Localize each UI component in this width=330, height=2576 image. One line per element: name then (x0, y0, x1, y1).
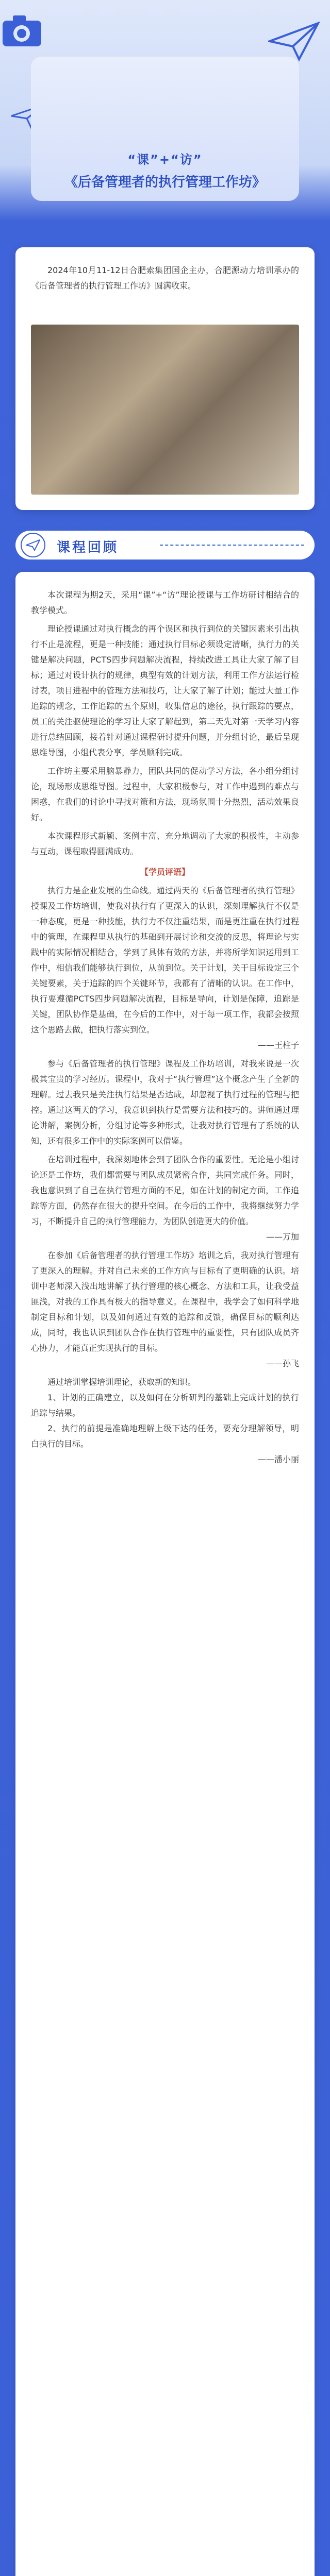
paper-plane-icon (21, 533, 45, 557)
review-paragraph: 本次课程为期2天，采用“课”+“访”理论授课与工作坊研讨相结合的教学模式。 (31, 590, 299, 615)
review-paragraph: 工作坊主要采用脑暴静力，团队共同的促动学习方法，各小组分组讨论，现场形成思维导图。过程中，大家积极参与，对工作中遇到的难点与困惑，在我们的讨论中寻找对策和方法，现场氛围十分热烈，活动效果良好。 (31, 766, 299, 822)
testimonial-subtitle: 【学员评语】 (140, 867, 190, 877)
testimonial-text: 在培训过程中，我深刻地体会到了团队合作的重要性。无论是小组讨论还是工作坊，我们都需要与团队成员紧密合作，共同完成任务。同时，我也意识到了自己在执行管理方面的不足，如在计划的制定方面，工作追踪等方面，仍然存在很大的提升空间。在今后的工作中，我将继续努力学习，不断提升自己的执行管理能力，为团队创造更大的价值。 (31, 1155, 299, 1226)
testimonial-text: 在参加《后备管理者的执行管理工作坊》培训之后，我对执行管理有了更深入的理解。并对自己未来的工作方向与目标有了更明确的认识。培训中老师深入浅出地讲解了执行管理的核心概念、方法和工具，让我受益匪浅，对我的工作具有极大的指导意义。在课程中，我学会了如何科学地制定目标和计划，以及如何通过有效的追踪和反馈，确保目标的顺利达成，同时，我也认识到团队合作在执行管理中的重要性，只有团队成员齐心协力，才能真正实现执行的目标。 (31, 1250, 299, 1353)
dashed-divider (160, 545, 304, 546)
testimonial-text: 参与《后备管理者的执行管理》课程及工作坊培训，对我来说是一次极其宝贵的学习经历。课程中，我对于“执行管理”这个概念产生了全新的理解。过去我只是关注执行结果是否达成，却忽视了执行过程的管理与把控。通过这两天的学习，我意识到执行是需要方法和技巧的。讲师通过理论讲解，案例分析，分组讨论等多种形式，让我对执行管理有了系统的认知，还有很多工作中的实际案例可以借鉴。 (31, 1059, 299, 1146)
testimonial-author: ——万加 (266, 1232, 299, 1242)
testimonial-author: ——孙飞 (266, 1359, 299, 1368)
testimonial-text: 2、执行的前提是准确地理解上级下达的任务，要充分理解领导，明白执行的目标。 (31, 1423, 299, 1449)
testimonial-text: 通过培训掌握培训理论，获取新的知识。 (47, 1377, 196, 1387)
camera-icon (0, 10, 46, 52)
review-paragraph: 理论授课通过对执行概念的再个误区和执行到位的关键因素来引出执行不止是流程，更是一种技能；通过执行目标必须设定清晰，执行力的关键是解决问题，PCTS四步问题解决流程，持续改进工具让大家了解了目标；通过对设计执行的规律，典型有效的计划方法，利用工作方法运行检讨表，项目进程中的管理方法和技巧，让大家了解了计划；能过大量工作追踪的规念，工作追踪的五个原则，收集信息的途径，执行跟踪的要点，员工的关注驱使理论的学习让大家了解起到，第二天先对第一天学习内容进行总结回顾，接着针对通过课程研讨提升问题，并分组讨论，最后呈现思维导图，小组代表分享，学员顺利完成。 (31, 624, 299, 757)
review-card (15, 572, 315, 2576)
review-paragraph: 本次课程形式新颖、案例丰富、充分地调动了大家的积极性，主动参与互动，课程取得圆满成功。 (31, 831, 299, 856)
intro-text: 2024年10月11-12日合肥索集团国企主办，合肥源动力培训承办的《后备管理者的执行管理工作坊》圆满收束。 (31, 265, 299, 291)
testimonial-author: ——王柱子 (257, 1040, 299, 1050)
header-banner (0, 0, 330, 242)
section-header-review-1 (15, 520, 315, 567)
testimonial-text: 1、计划的正确建立，以及如何在分析研判的基础上完成计划的执行追踪与结果。 (31, 1393, 299, 1418)
event-photo (31, 325, 299, 495)
testimonial-text: 执行力是企业发展的生命线。通过两天的《后备管理者的执行管理》授课及工作坊培训，使我对执行有了更深入的认识，深刻理解执行不仅是一种态度，更是一种技能，执行力不仅注重结果，而是更注重在执行过程中的管理，在课程里从执行的基础到开展讨论和交流的反思，将理论与实践中的实际情况相结合，学到了具体有效的方法，并将所学知识运用到工作中，相信我们能够执行到位，从前到位。关于计划，关于目标设定三个关键要素，关于追踪的四个关键环节，我都有了清晰的认识。在工作中，执行要遵循PCTS四步问题解决流程，目标是导向，计划是保障，追踪是关键，团队协作是基础，在今后的工作中，对于每一项工作，我都会按照这个思路去做，把执行落实到位。 (31, 886, 299, 1035)
intro-card (15, 247, 315, 510)
title-line-2: 《后备管理者的执行管理工作坊》 (64, 175, 266, 190)
title-line-1: “课”+“访” (127, 152, 203, 167)
testimonial-author: ——潘小丽 (257, 1454, 299, 1464)
page-title (0, 149, 330, 191)
paper-plane-icon (268, 21, 320, 62)
section-title: 课程回顾 (57, 540, 119, 555)
